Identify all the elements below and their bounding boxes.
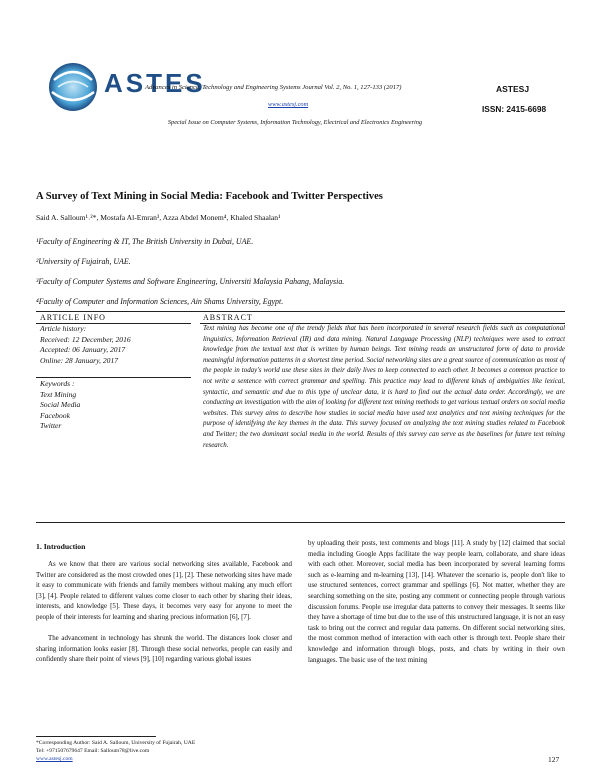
logo-wordmark: ASTES (104, 68, 206, 98)
keyword: Facebook (40, 410, 70, 420)
issn: ISSN: 2415-6698 (482, 104, 547, 114)
keywords-label: Keywords : (40, 379, 75, 388)
affiliation: ¹Faculty of Engineering & IT, The British University in Dubai, UAE. (36, 237, 254, 246)
journal-abbr: ASTESJ (496, 84, 530, 94)
footer-link[interactable]: www.astesj.com (36, 756, 73, 762)
keywords-block (40, 379, 80, 432)
paragraph: by uploading their posts, text comments and blogs [11]. A study by [12] claimed that social media including Google Apps facilitate the way people learn, collaborate, and share ideas with each other. Moreover, social media has been incorporated by several learning forms such as e-learning and m-learning [13], [14]. Whatever the scenario is, people don't like to use structured sentences, correct grammar and spellings [6]. Not matter, whether they are searching something on the site, posting any comment or connecting people through various discussion forums. People use irregular data patterns to convey their messages. It seems like they have a shortage of time but due to the use of this unstructured language, it is not an easy task to bring out the correct and regular data patterns. On different social networking sites, the most common method of interaction with each other is through text. People share their knowledge and information through blogs, posts, and chats by writing in their own languages. The basic use of the text mining (308, 540, 565, 664)
footnote-divider (36, 736, 156, 737)
online-date: Online: 28 January, 2017 (40, 355, 119, 365)
paper-title: A Survey of Text Mining in Social Media: Facebook and Twitter Perspectives (36, 191, 383, 202)
left-column (36, 560, 292, 677)
keyword: Social Media (40, 400, 81, 409)
paragraph: The advancement in technology has shrunk the world. The distances look closer and sharing information looks easier [8]. Through these social networks, people can easily and confidently share their point of views [9], [10] regarding various global issues (36, 635, 292, 664)
paragraph: As we know that there are various social networking sites available, Facebook and Twitter are considered as the most crowded ones [1], [2]. These networking sites have made it easy to communicate with friends and family members without making any much effort [3], [4]. People related to different values come closer to each other by sharing their ideas, interests, and knowledge [5]. These days, it becomes very easy for anyone to meet the people of their interests for learning and sharing precious information [6], [7]. (36, 561, 292, 621)
history-label: Article history: (40, 324, 87, 333)
right-column (308, 539, 565, 666)
corresponding-author: *Corresponding Author: Said A. Salloum, University of Fujairah, UAE (36, 740, 196, 746)
keyword: Twitter (40, 421, 62, 430)
page-number: 127 (548, 755, 560, 764)
special-issue: Special Issue on Computer Systems, Information Technology, Electrical and Electronics Engineering (167, 119, 423, 126)
journal-line: Advances in Science, Technology and Engineering Systems Journal Vol. 2, No. 1, 127-133 (2017) (145, 84, 402, 91)
journal-link[interactable]: www.astesj.com (268, 101, 309, 108)
received-date: Received: 12 December, 2016 (40, 334, 131, 344)
keyword: Text Mining (40, 389, 77, 399)
affiliation: ⁴Faculty of Computer and Information Sciences, Ain Shams University, Egypt. (36, 297, 284, 306)
section-heading: 1. Introduction (36, 542, 86, 551)
divider (36, 311, 565, 312)
abstract-heading: ABSTRACT (203, 313, 253, 322)
divider (36, 522, 565, 523)
affiliation: ³Faculty of Computer Systems and Software Engineering, Universiti Malaysia Pahang, Malaysia. (36, 277, 345, 286)
affiliation: ²University of Fujairah, UAE. (36, 257, 131, 266)
accepted-date: Accepted: 06 January, 2017 (40, 345, 126, 354)
divider (36, 377, 191, 378)
author-list: Said A. Salloum¹˒²*, Mostafa Al-Emran³, Azza Abdel Monem⁴, Khaled Shaalan¹ (36, 213, 281, 222)
article-info-heading: ARTICLE INFO (40, 313, 106, 322)
contact-info: Tel: +971507679647 Email: Salloum78@live.com (36, 748, 150, 754)
article-history (40, 324, 131, 366)
astes-logo-icon (44, 58, 102, 116)
abstract-text: Text mining has become one of the trendy fields that has been incorporated in several research fields such as computational linguistics, Information Retrieval (IR) and data mining. Natural Language Processing (NLP) techniques were used to extract knowledge from the textual text that is written by human beings. Text mining reads an unstructured form of data to provide meaningful information patterns in a shortest time period. Social networking sites are a great source of communication as most of the people in today's world use these sites in their daily lives to keep connected to each other. It becomes a common practice to not write a sentence with correct grammar and spelling. This practice may lead to different kinds of ambiguities like lexical, syntactic, and semantic and due to this type of unclear data, it is hard to find out the actual data order. Accordingly, we are conducting an investigation with the aim of looking for different text mining methods to get various textual orders on social media websites. This survey aims to describe how studies in social media have used text analytics and text mining techniques for the purpose of identifying the key themes in the data. This survey focused on analyzing the text mining studies related to Facebook and Twitter; the two dominant social media in the world. Results of this survey can serve as the baselines for future text mining research. (203, 324, 565, 449)
